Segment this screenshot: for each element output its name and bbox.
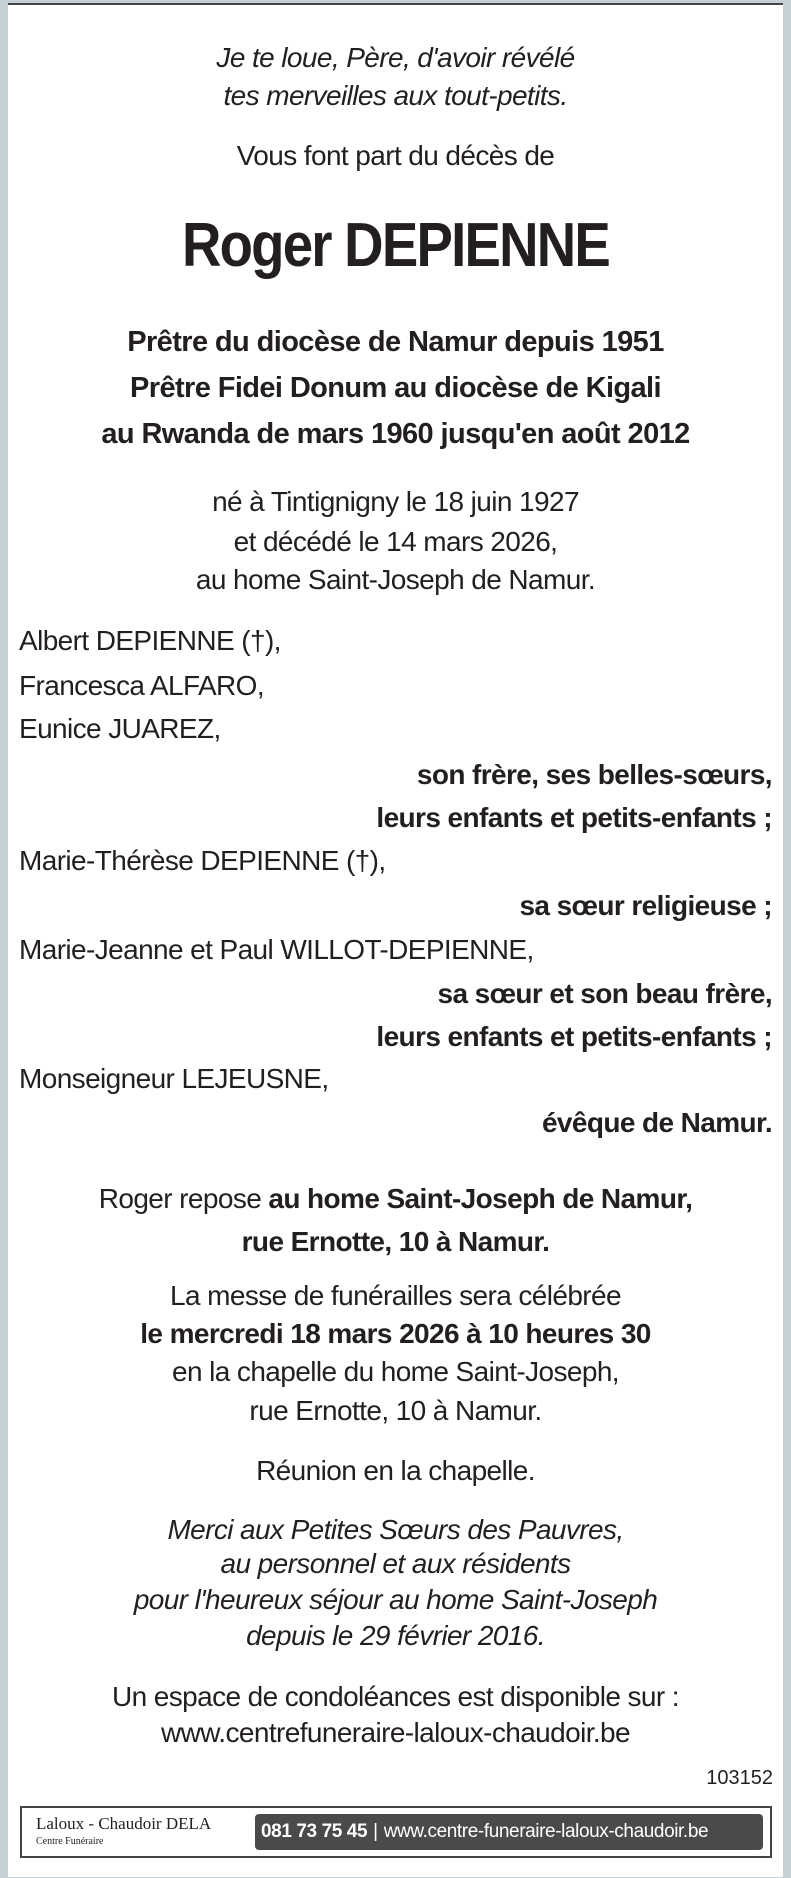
intro-text: Vous font part du décès de xyxy=(236,140,555,171)
family-member: Monseigneur LEJEUSNE, xyxy=(19,1063,329,1094)
reunion-text: Réunion en la chapelle. xyxy=(256,1455,535,1486)
family-relation: leurs enfants et petits-enfants ; xyxy=(376,802,772,833)
family-member: Eunice JUAREZ, xyxy=(19,713,221,744)
dates-line: au home Saint-Joseph de Namur. xyxy=(195,564,596,595)
family-member: Marie-Jeanne et Paul WILLOT-DEPIENNE, xyxy=(19,934,534,965)
condolences-link[interactable]: www.centrefuneraire-laloux-chaudoir.be xyxy=(160,1717,631,1748)
repose-prefix: Roger repose xyxy=(98,1183,269,1214)
funeral-home-subtitle: Centre Funéraire xyxy=(36,1836,104,1847)
repose-line xyxy=(0,1182,791,1216)
thanks-line: depuis le 29 février 2016. xyxy=(246,1620,545,1651)
reference-number: 103152 xyxy=(706,1767,773,1789)
funeral-line: rue Ernotte, 10 à Namur. xyxy=(249,1395,542,1426)
repose-place: au home Saint-Joseph de Namur, xyxy=(268,1183,693,1214)
title-line: Prêtre du diocèse de Namur depuis 1951 xyxy=(127,326,664,358)
funeral-date: le mercredi 18 mars 2026 à 10 heures 30 xyxy=(140,1318,651,1349)
deceased-name: Roger DEPIENNE xyxy=(181,211,610,280)
condolences-text: Un espace de condoléances est disponible sur : xyxy=(111,1681,679,1712)
family-relation: sa sœur religieuse ; xyxy=(519,890,772,921)
funeral-line: La messe de funérailles sera célébrée xyxy=(170,1280,621,1311)
dates-line: et décédé le 14 mars 2026, xyxy=(233,526,558,557)
title-line: Prêtre Fidei Donum au diocèse de Kigali xyxy=(130,372,661,404)
thanks-line: au personnel et aux résidents xyxy=(220,1548,571,1579)
quote-line: Je te loue, Père, d'avoir révélé xyxy=(216,42,575,73)
family-member: Marie-Thérèse DEPIENNE (†), xyxy=(19,845,386,876)
family-relation: son frère, ses belles-sœurs, xyxy=(416,759,772,790)
funeral-home-banner xyxy=(20,1806,772,1858)
contact-box xyxy=(255,1814,763,1850)
phone-number[interactable]: 081 73 75 45 xyxy=(261,1821,368,1842)
separator: | xyxy=(373,1821,378,1842)
family-relation: évêque de Namur. xyxy=(541,1107,772,1138)
thanks-line: pour l'heureux séjour au home Saint-Joseph xyxy=(133,1584,658,1615)
family-relation: leurs enfants et petits-enfants ; xyxy=(376,1021,772,1052)
website-link[interactable]: www.centre-funeraire-laloux-chaudoir.be xyxy=(383,1821,709,1842)
funeral-line: en la chapelle du home Saint-Joseph, xyxy=(172,1356,619,1387)
funeral-home-logo: Laloux - Chaudoir DELA xyxy=(36,1814,212,1833)
family-member: Albert DEPIENNE (†), xyxy=(19,625,281,656)
quote-line: tes merveilles aux tout-petits. xyxy=(223,80,568,111)
title-line: au Rwanda de mars 1960 jusqu'en août 2012 xyxy=(101,418,690,450)
family-member: Francesca ALFARO, xyxy=(19,670,265,701)
repose-address: rue Ernotte, 10 à Namur. xyxy=(241,1226,550,1257)
thanks-line: Merci aux Petites Sœurs des Pauvres, xyxy=(167,1514,624,1545)
family-relation: sa sœur et son beau frère, xyxy=(437,978,772,1009)
dates-line: né à Tintignigny le 18 juin 1927 xyxy=(212,486,579,517)
